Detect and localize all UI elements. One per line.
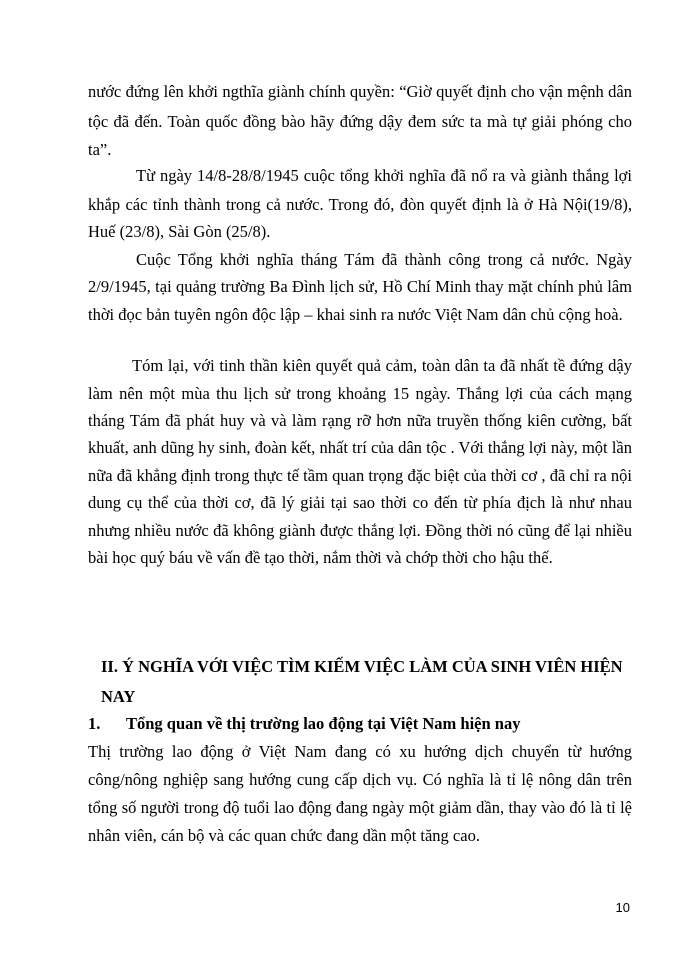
subsection-title: Tổng quan về thị trường lao động tại Việt Nam hiện nay bbox=[126, 714, 521, 733]
page-number: 10 bbox=[615, 900, 630, 915]
paragraph-5-line-1: Thị trường lao động ở Việt Nam đang có xu hướng dịch chuyển từ hướng bbox=[88, 742, 632, 761]
paragraph-1-line-3: ta”. bbox=[88, 140, 112, 159]
paragraph-4-line-2: làm nên một mùa thu lịch sử trong khoảng 15 ngày. Thắng lợi của cách mạng bbox=[88, 384, 632, 403]
paragraph-3-line-1: Cuộc Tổng khởi nghĩa tháng Tám đã thành công trong cả nước. Ngày bbox=[136, 250, 632, 269]
paragraph-2-line-1: Từ ngày 14/8-28/8/1945 cuộc tổng khởi nghĩa đã nổ ra và giành thắng lợi bbox=[136, 166, 632, 185]
paragraph-4-line-4: khuất, anh dũng hy sinh, đoàn kết, nhất trí của dân tộc . Với thắng lợi này, một lần bbox=[88, 438, 632, 457]
paragraph-4-line-1: Tóm lại, với tinh thần kiên quyết quả cảm, toàn dân ta đã nhất tề đứng dậy bbox=[132, 356, 632, 375]
paragraph-3-line-3: thời đọc bản tuyên ngôn độc lập – khai sinh ra nước Việt Nam dân chủ cộng hoà. bbox=[88, 305, 623, 324]
paragraph-1-line-2: tộc đã đến. Toàn quốc đồng bào hãy đứng dậy đem sức ta mà tự giải phóng cho bbox=[88, 112, 632, 131]
paragraph-2-line-2: khắp các tỉnh thành trong cả nước. Trong đó, đòn quyết định là ở Hà Nội(19/8), bbox=[88, 195, 632, 214]
paragraph-4-line-6: dung cụ thể của thời cơ, đã lý giải tại sao thời co đến từ phía địch là như nhau bbox=[88, 493, 632, 512]
paragraph-4-line-7: nhưng nhiều nước đã không giành được thắng lợi. Đồng thời nó cũng để lại nhiều bbox=[88, 521, 632, 540]
paragraph-5-line-3: tổng số người trong độ tuổi lao động đang ngày một giảm dần, thay vào đó là tỉ lệ bbox=[88, 798, 632, 817]
paragraph-5-line-4: nhân viên, cán bộ và các quan chức đang dần một tăng cao. bbox=[88, 826, 480, 845]
paragraph-1-line-1: nước đứng lên khởi ngthĩa giành chính quyền: “Giờ quyết định cho vận mệnh dân bbox=[88, 82, 632, 101]
paragraph-4-line-5: nữa đã khẳng định trong thực tế tầm quan trọng đặc biệt của thời cơ , đã chỉ ra nội bbox=[88, 466, 632, 485]
section-heading-line-1: II. Ý NGHĨA VỚI VIỆC TÌM KIẾM VIỆC LÀM CỦA SINH VIÊN HIỆN bbox=[101, 657, 623, 676]
paragraph-4-line-3: tháng Tám đã phát huy và và làm rạng rỡ hơn nữa truyền thống kiên cường, bất bbox=[88, 411, 632, 430]
paragraph-5-line-2: công/nông nghiệp sang hướng cung cấp dịch vụ. Có nghĩa là tỉ lệ nông dân trên bbox=[88, 770, 632, 789]
paragraph-4-line-8: bài học quý báu về vấn đề tạo thời, nắm thời và chớp thời cho hậu thế. bbox=[88, 548, 553, 567]
section-heading-line-2: NAY bbox=[101, 687, 136, 706]
paragraph-3-line-2: 2/9/1945, tại quảng trường Ba Đình lịch sử, Hồ Chí Minh thay mặt chính phủ lâm bbox=[88, 277, 632, 296]
subsection-number: 1. bbox=[88, 714, 101, 733]
paragraph-2-line-3: Huế (23/8), Sài Gòn (25/8). bbox=[88, 222, 271, 241]
